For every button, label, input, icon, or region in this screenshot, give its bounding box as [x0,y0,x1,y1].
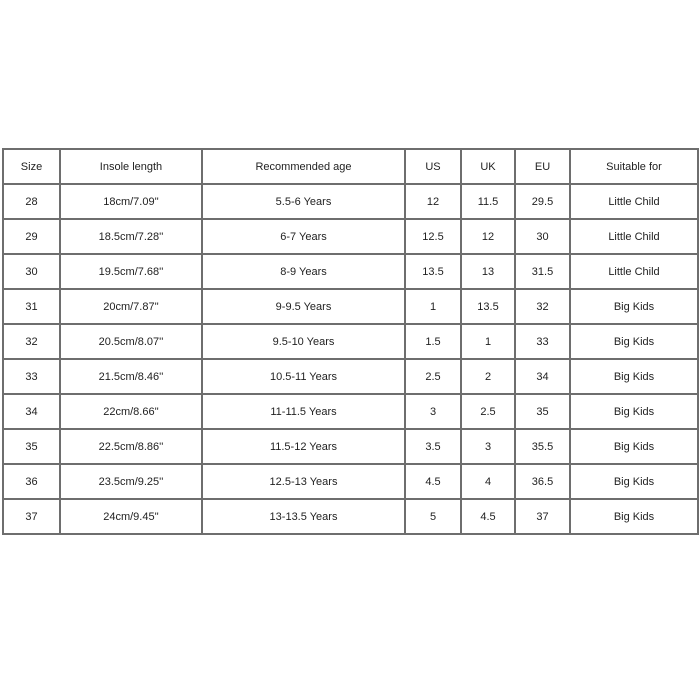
cell-insole-length: 22.5cm/8.86'' [60,429,202,464]
cell-recommended-age: 11.5-12 Years [202,429,405,464]
cell-insole-length: 23.5cm/9.25'' [60,464,202,499]
cell-us: 13.5 [405,254,461,289]
cell-us: 1.5 [405,324,461,359]
cell-size: 37 [3,499,60,534]
cell-recommended-age: 12.5-13 Years [202,464,405,499]
cell-recommended-age: 9-9.5 Years [202,289,405,324]
cell-uk: 12 [461,219,515,254]
cell-eu: 35 [515,394,570,429]
header-size: Size [3,149,60,184]
cell-insole-length: 21.5cm/8.46'' [60,359,202,394]
cell-size: 34 [3,394,60,429]
cell-us: 5 [405,499,461,534]
cell-eu: 35.5 [515,429,570,464]
cell-suitable-for: Big Kids [570,394,698,429]
cell-recommended-age: 6-7 Years [202,219,405,254]
cell-us: 12 [405,184,461,219]
table-row [3,289,698,324]
cell-suitable-for: Little Child [570,219,698,254]
cell-suitable-for: Little Child [570,184,698,219]
table-row [3,184,698,219]
table-row [3,324,698,359]
cell-eu: 34 [515,359,570,394]
cell-size: 29 [3,219,60,254]
header-us: US [405,149,461,184]
cell-insole-length: 18cm/7.09'' [60,184,202,219]
table-row [3,394,698,429]
cell-insole-length: 22cm/8.66'' [60,394,202,429]
cell-uk: 13.5 [461,289,515,324]
cell-eu: 29.5 [515,184,570,219]
cell-insole-length: 20.5cm/8.07'' [60,324,202,359]
cell-size: 35 [3,429,60,464]
cell-suitable-for: Little Child [570,254,698,289]
cell-recommended-age: 11-11.5 Years [202,394,405,429]
table-row [3,219,698,254]
cell-eu: 30 [515,219,570,254]
table-row [3,254,698,289]
cell-uk: 4 [461,464,515,499]
cell-uk: 4.5 [461,499,515,534]
header-eu: EU [515,149,570,184]
cell-us: 1 [405,289,461,324]
cell-suitable-for: Big Kids [570,289,698,324]
cell-recommended-age: 9.5-10 Years [202,324,405,359]
cell-suitable-for: Big Kids [570,464,698,499]
table-row [3,359,698,394]
cell-size: 30 [3,254,60,289]
table-row [3,429,698,464]
cell-size: 33 [3,359,60,394]
cell-insole-length: 19.5cm/7.68'' [60,254,202,289]
size-chart-table [2,148,699,535]
cell-us: 2.5 [405,359,461,394]
cell-insole-length: 20cm/7.87'' [60,289,202,324]
cell-size: 32 [3,324,60,359]
cell-uk: 3 [461,429,515,464]
table-row [3,464,698,499]
cell-uk: 13 [461,254,515,289]
cell-suitable-for: Big Kids [570,499,698,534]
header-insole-length: Insole length [60,149,202,184]
header-suitable-for: Suitable for [570,149,698,184]
cell-uk: 2 [461,359,515,394]
cell-size: 28 [3,184,60,219]
cell-recommended-age: 5.5-6 Years [202,184,405,219]
header-uk: UK [461,149,515,184]
cell-size: 36 [3,464,60,499]
cell-recommended-age: 13-13.5 Years [202,499,405,534]
cell-us: 3.5 [405,429,461,464]
cell-recommended-age: 10.5-11 Years [202,359,405,394]
cell-us: 12.5 [405,219,461,254]
cell-recommended-age: 8-9 Years [202,254,405,289]
cell-uk: 1 [461,324,515,359]
cell-insole-length: 18.5cm/7.28'' [60,219,202,254]
cell-us: 3 [405,394,461,429]
table-header-row [3,149,698,184]
cell-uk: 2.5 [461,394,515,429]
cell-us: 4.5 [405,464,461,499]
cell-eu: 33 [515,324,570,359]
cell-suitable-for: Big Kids [570,359,698,394]
cell-uk: 11.5 [461,184,515,219]
cell-eu: 36.5 [515,464,570,499]
cell-size: 31 [3,289,60,324]
cell-eu: 32 [515,289,570,324]
cell-insole-length: 24cm/9.45'' [60,499,202,534]
cell-eu: 31.5 [515,254,570,289]
cell-suitable-for: Big Kids [570,324,698,359]
header-recommended-age: Recommended age [202,149,405,184]
cell-eu: 37 [515,499,570,534]
table-row [3,499,698,534]
cell-suitable-for: Big Kids [570,429,698,464]
